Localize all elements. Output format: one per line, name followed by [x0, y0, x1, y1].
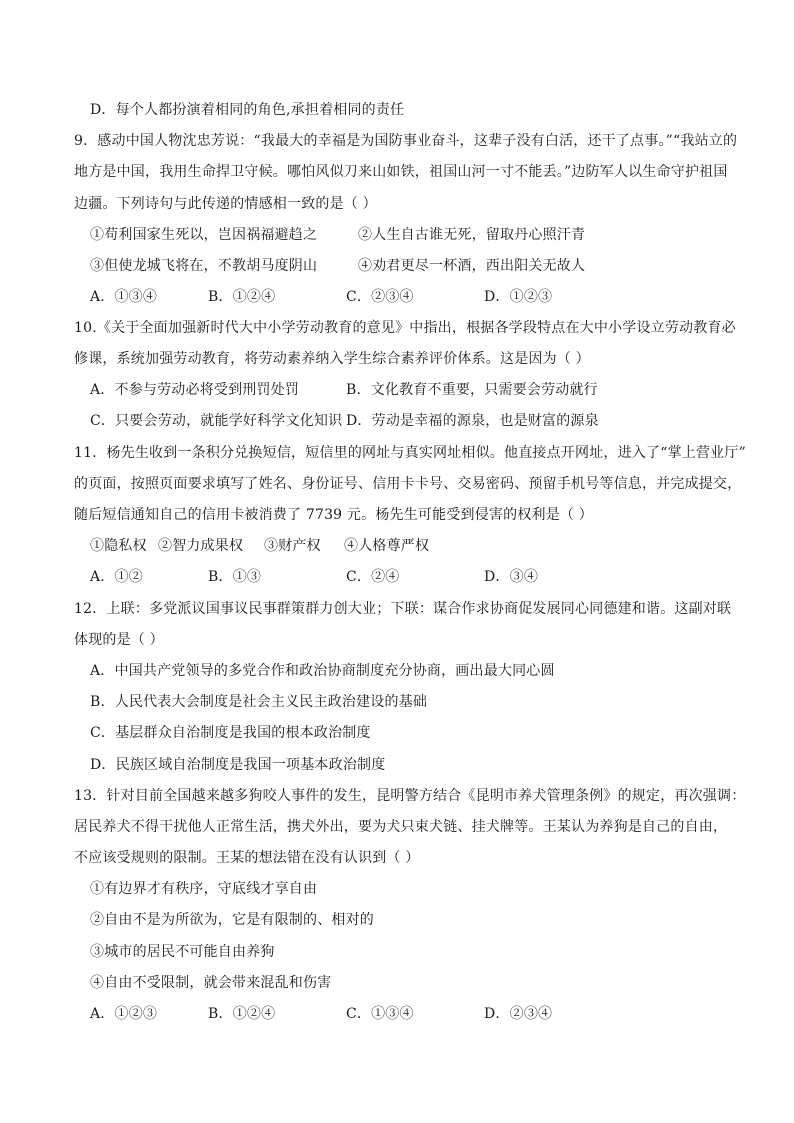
- prev-option-d: D．每个人都扮演着相同的角色,承担着相同的责任: [90, 102, 405, 118]
- choice-d[interactable]: D．民族区域自治制度是我国一项基本政治制度: [90, 757, 386, 773]
- statement-4: ④自由不受限制，就会带来混乱和伤害: [90, 975, 332, 991]
- choice-d[interactable]: D．②③④: [484, 1006, 553, 1022]
- statement-3: ③但使龙城飞将在，不教胡马度阴山: [90, 258, 318, 274]
- question-stem-line: 地方是中国，我用生命捍卫守候。哪怕风似刀来山如铁，祖国山河一寸不能丢。”边防军人以生命守护祖国: [74, 164, 728, 180]
- question-stem-line: 修课，系统加强劳动教育，将劳动素养纳入学生综合素养评价体系。这是因为（ ）: [74, 351, 590, 367]
- question-stem-line: 10.《关于全面加强新时代大中小学劳动教育的意见》中指出，根据各学段特点在大中小学设立劳动教育必: [74, 320, 736, 336]
- question-stem-line: 不应该受规则的限制。王某的想法错在没有认识到（ ）: [74, 850, 420, 866]
- question-stem-line: 居民养犬不得干扰他人正常生活，携犬外出，要为犬只束犬链、挂犬牌等。王某认为养狗是自己的自由，: [74, 819, 728, 835]
- statement-row: [90, 225, 585, 245]
- choice-a[interactable]: A．①②③: [90, 1006, 158, 1022]
- question-stem-line: 的页面，按照页面要求填写了姓名、身份证号、信用卡卡号、交易密码、预留手机号等信息，并完成提交，: [74, 476, 742, 492]
- statement-3: ③财产权: [264, 538, 321, 554]
- choice-c[interactable]: C．①③④: [346, 1006, 414, 1022]
- statement-2: ②人生自古谁无死，留取丹心照汗青: [358, 227, 586, 243]
- choice-row: [90, 287, 552, 307]
- choice-row: [90, 411, 599, 431]
- statement-1: ①有边界才有秩序，守底线才享自由: [90, 881, 318, 897]
- question-stem-line: 随后短信通知自己的信用卡被消费了 7739 元。杨先生可能受到侵害的权利是（ ）: [74, 507, 593, 523]
- choice-d[interactable]: D．①②③: [484, 289, 553, 305]
- choice-d[interactable]: D．劳动是幸福的源泉，也是财富的源泉: [346, 413, 599, 429]
- choice-a[interactable]: A．①③④: [90, 289, 158, 305]
- choice-c[interactable]: C．基层群众自治制度是我国的根本政治制度: [90, 725, 371, 741]
- choice-b[interactable]: B．①③: [208, 569, 262, 585]
- choice-row: [90, 380, 598, 400]
- statement-4: ④人格尊严权: [344, 538, 430, 554]
- choice-row: [90, 567, 538, 587]
- statement-4: ④劝君更尽一杯酒，西出阳关无故人: [358, 258, 586, 274]
- choice-c[interactable]: C．②③④: [346, 289, 414, 305]
- choice-b[interactable]: B．文化教育不重要，只需要会劳动就行: [346, 382, 598, 398]
- statement-1: ①苟利国家生死以，岂因祸福避趋之: [90, 227, 318, 243]
- choice-c[interactable]: C．②④: [346, 569, 400, 585]
- question-stem-line: 体现的是（ ）: [74, 632, 164, 648]
- choice-a[interactable]: A．①②: [90, 569, 143, 585]
- choice-row: [90, 1004, 552, 1024]
- question-stem-line: 12．上联：多党派议国事议民事群策群力创大业；下联：谋合作求协商促发展同心同德建和谐。这副对联: [74, 601, 732, 617]
- choice-a[interactable]: A．中国共产党领导的多党合作和政治协商制度充分协商，画出最大同心圆: [90, 663, 555, 679]
- choice-b[interactable]: B．①②④: [208, 289, 276, 305]
- choice-c[interactable]: C．只要会劳动，就能学好科学文化知识: [90, 413, 343, 429]
- question-stem-line: 边疆。下列诗句与此传递的情感相一致的是（ ）: [74, 196, 377, 212]
- statement-2: ②自由不是为所欲为，它是有限制的、相对的: [90, 912, 374, 928]
- question-stem-line: 13．针对目前全国越来越多狗咬人事件的发生，昆明警方结合《昆明市养犬管理条例》的规定，再次强调：: [74, 788, 746, 804]
- choice-b[interactable]: B．①②④: [208, 1006, 276, 1022]
- question-stem-line: 9．感动中国人物沈忠芳说：“我最大的幸福是为国防事业奋斗，这辈子没有白活，还干了点事。”“我站立的: [74, 133, 738, 149]
- choice-b[interactable]: B．人民代表大会制度是社会主义民主政治建设的基础: [90, 694, 428, 710]
- statement-row: [90, 536, 429, 556]
- choice-a[interactable]: A．不参与劳动必将受到刑罚处罚: [90, 382, 300, 398]
- question-stem-line: 11．杨先生收到一条积分兑换短信，短信里的网址与真实网址相似。他直接点开网址，进入了“掌上营业厅”: [74, 445, 746, 461]
- statement-2: ②智力成果权: [158, 538, 244, 554]
- choice-d[interactable]: D．③④: [484, 569, 539, 585]
- statement-3: ③城市的居民不可能自由养狗: [90, 944, 275, 960]
- statement-row: [90, 256, 585, 276]
- statement-1: ①隐私权: [90, 538, 147, 554]
